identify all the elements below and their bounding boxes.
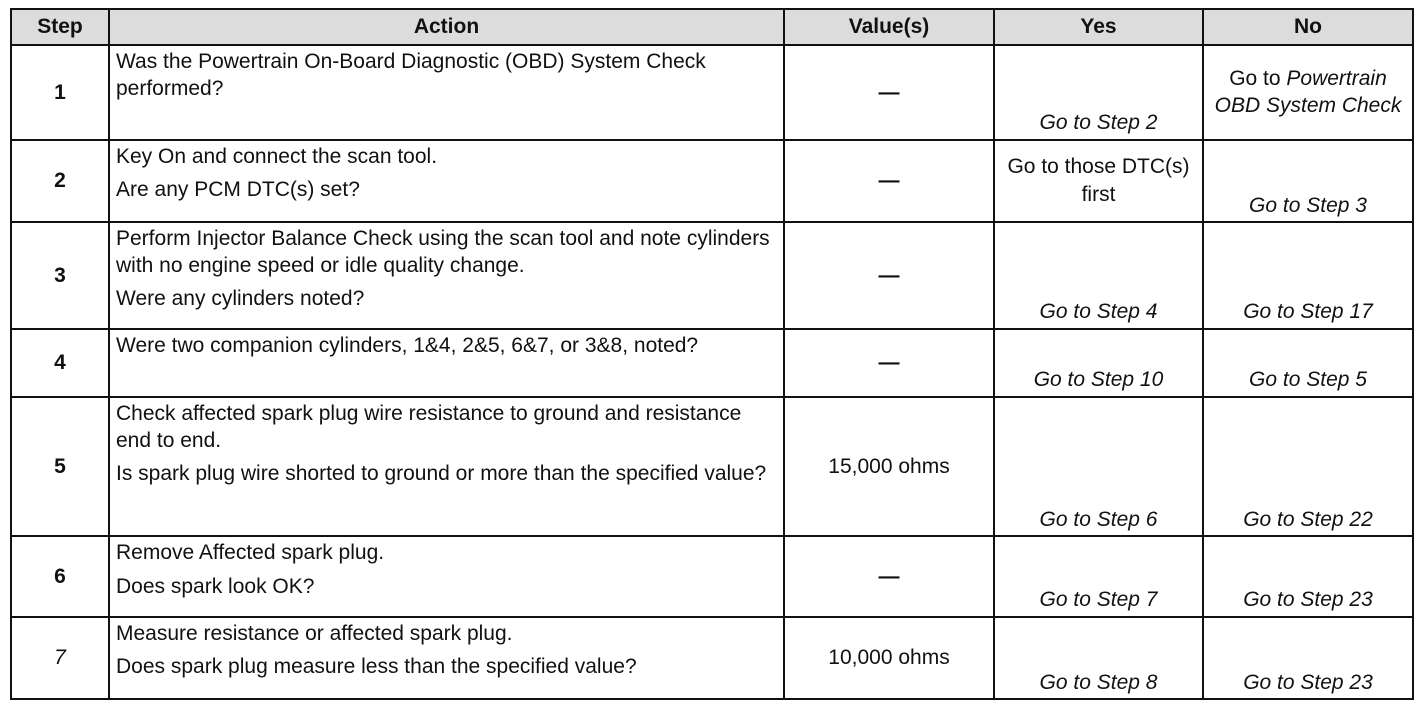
table-row (11, 140, 1413, 222)
value-cell (784, 329, 994, 397)
no-cell: Go to Step 3 (1203, 140, 1413, 222)
value-cell: 15,000 ohms (784, 397, 994, 537)
action-cell (109, 397, 784, 537)
yes-cell: Go to Step 4 (994, 222, 1203, 329)
action-cell (109, 140, 784, 222)
no-cell: Go to Step 23 (1203, 617, 1413, 699)
action-cell (109, 536, 784, 616)
step-number: 7 (11, 617, 109, 699)
value-cell (784, 45, 994, 140)
step-number: 2 (11, 140, 109, 222)
yes-cell: Go to Step 6 (994, 397, 1203, 537)
action-text: Key On and connect the scan tool. (116, 144, 438, 168)
table-row (11, 536, 1413, 616)
action-cell (109, 329, 784, 397)
action-question: Does spark look OK? (116, 574, 315, 598)
no-prefix: Go to (1229, 67, 1287, 90)
no-cell: Go to Step 22 (1203, 397, 1413, 537)
value-dash: — (878, 80, 900, 104)
col-header-no: No (1203, 9, 1413, 45)
action-cell (109, 222, 784, 329)
value-dash: — (878, 564, 900, 588)
step-number: 1 (11, 45, 109, 140)
diagnostic-table (10, 8, 1414, 700)
value-cell (784, 536, 994, 616)
no-cell (1203, 45, 1413, 140)
action-text: Perform Injector Balance Check using the scan tool and note cylinders with no engine speed or idle quality change. (116, 226, 770, 278)
value-dash: — (878, 263, 900, 287)
action-question: Are any PCM DTC(s) set? (116, 177, 360, 201)
value-cell: 10,000 ohms (784, 617, 994, 699)
action-question: Is spark plug wire shorted to ground or more than the specified value? (116, 462, 767, 486)
action-text: Measure resistance or affected spark plug. (116, 621, 513, 645)
yes-cell: Go to Step 2 (994, 45, 1203, 140)
action-text: Remove Affected spark plug. (116, 541, 385, 565)
no-cell: Go to Step 17 (1203, 222, 1413, 329)
action-text: Check affected spark plug wire resistance to ground and resistance end to end. (116, 401, 742, 452)
action-question: Were any cylinders noted? (116, 287, 365, 311)
action-cell (109, 45, 784, 140)
step-number: 6 (11, 536, 109, 616)
yes-cell: Go to Step 7 (994, 536, 1203, 616)
col-header-step: Step (11, 9, 109, 45)
value-cell (784, 140, 994, 222)
table-row (11, 617, 1413, 699)
yes-cell: Go to Step 10 (994, 329, 1203, 397)
col-header-action: Action (109, 9, 784, 45)
value-dash: — (878, 351, 900, 375)
no-cell: Go to Step 23 (1203, 536, 1413, 616)
yes-cell: Go to those DTC(s) first (994, 140, 1203, 222)
value-cell (784, 222, 994, 329)
action-text: Was the Powertrain On-Board Diagnostic (OBD) System Check performed? (116, 50, 706, 101)
table-row (11, 45, 1413, 140)
action-cell (109, 617, 784, 699)
header-row (11, 9, 1413, 45)
value-dash: — (878, 169, 900, 193)
no-link-text: Powertrain OBD System Check (1214, 67, 1402, 118)
action-text: Were two companion cylinders, 1&4, 2&5, 6&7, or 3&8, noted? (116, 333, 699, 357)
no-cell: Go to Step 5 (1203, 329, 1413, 397)
table-row (11, 222, 1413, 329)
step-number: 3 (11, 222, 109, 329)
step-number: 4 (11, 329, 109, 397)
table-row (11, 329, 1413, 397)
col-header-values: Value(s) (784, 9, 994, 45)
table-row (11, 397, 1413, 537)
step-number: 5 (11, 397, 109, 537)
yes-cell: Go to Step 8 (994, 617, 1203, 699)
col-header-yes: Yes (994, 9, 1203, 45)
action-question: Does spark plug measure less than the specified value? (116, 654, 637, 678)
